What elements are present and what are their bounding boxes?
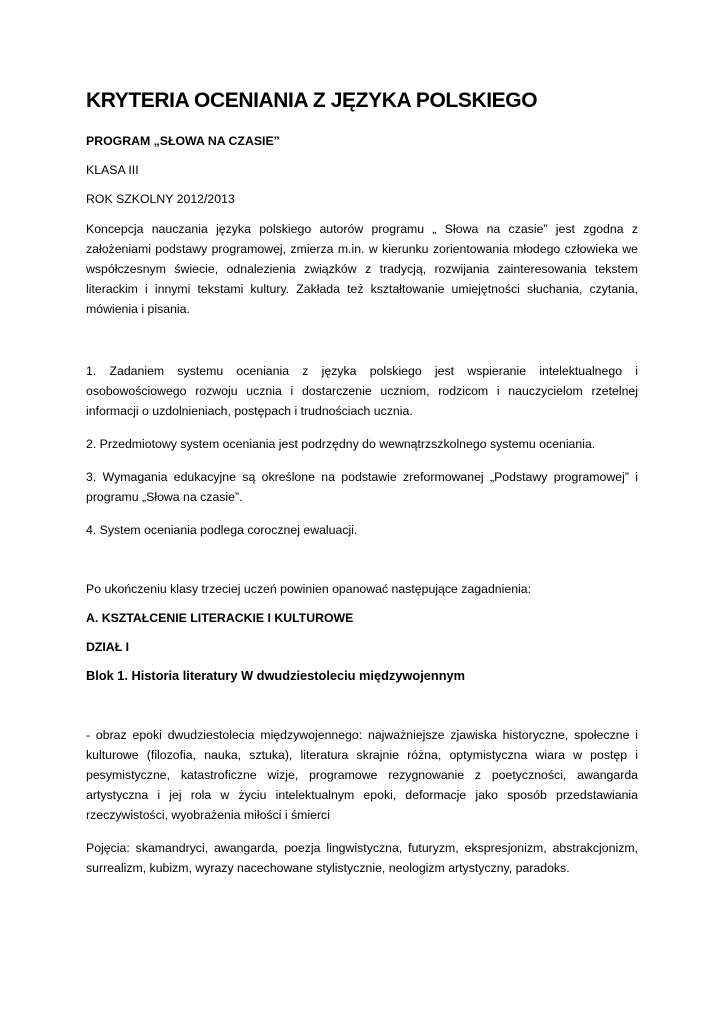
class-label: KLASA III — [86, 163, 139, 177]
point-2: 2. Przedmiotowy system oceniania jest podrzędny do wewnątrzszkolnego systemu oceniania. — [86, 437, 596, 451]
point-4: 4. System oceniania podlega corocznej ewaluacji. — [86, 523, 358, 537]
blok-heading: Blok 1. Historia literatury W dwudziestoleciu międzywojennym — [86, 668, 466, 683]
terms-paragraph: Pojęcia: skamandryci, awangarda, poezja lingwistyczna, futuryzm, ekspresjonizm, abstrakcjonizm, surrealizm, kubizm, wyrazy nacechowane stylistycznie, neologizm artystyczny, paradoks. — [86, 841, 638, 875]
document-title: KRYTERIA OCENIANIA Z JĘZYKA POLSKIEGO — [86, 89, 538, 112]
dzial-heading: DZIAŁ I — [86, 640, 130, 654]
school-year-label: ROK SZKOLNY 2012/2013 — [86, 192, 235, 206]
section-a-heading: A. KSZTAŁCENIE LITERACKIE I KULTUROWE — [86, 611, 354, 625]
point-1: 1. Zadaniem systemu oceniania z języka polskiego jest wspieranie intelektualnego i osobowościowego rozwoju ucznia i dostarczenie uczniom, rodzicom i nauczycielom rzetelnej informacji o uzdolnieniach, postępach i trudnościach ucznia. — [86, 364, 638, 418]
epoch-description-paragraph: - obraz epoki dwudziestolecia międzywojennego: najważniejsze zjawiska historyczne, społeczne i kulturowe (filozofia, nauka, sztuka), literatura skrajnie różna, optymistyczna wiara w postęp i pesymistyczne, katastroficzne wizje, programowe rezygnowanie z poetyczności, awangarda artystyczna i jej rola w życiu intelektualnym epoki, deformacje jako sposób przedstawiania rzeczywistości, wyobrażenia miłości i śmierci — [86, 728, 638, 822]
completion-intro: Po ukończeniu klasy trzeciej uczeń powinien opanować następujące zagadnienia: — [86, 582, 532, 596]
intro-paragraph: Koncepcja nauczania języka polskiego autorów programu „ Słowa na czasie” jest zgodna z założeniami podstawy programowej, zmierza m.in. w kierunku zorientowania młodego człowieka we współczesnym świecie, odnalezienia związków z tradycją, rozwijania zainteresowania tekstem literackim i innymi tekstami kultury. Zakłada też kształtowanie umiejętności słuchania, czytania, mówienia i pisania. — [86, 222, 638, 316]
program-heading: PROGRAM „SŁOWA NA CZASIE” — [86, 134, 280, 148]
point-3: 3. Wymagania edukacyjne są określone na podstawie zreformowanej „Podstawy programowej” i programu „Słowa na czasie”. — [86, 470, 638, 504]
document-content — [86, 88, 638, 878]
